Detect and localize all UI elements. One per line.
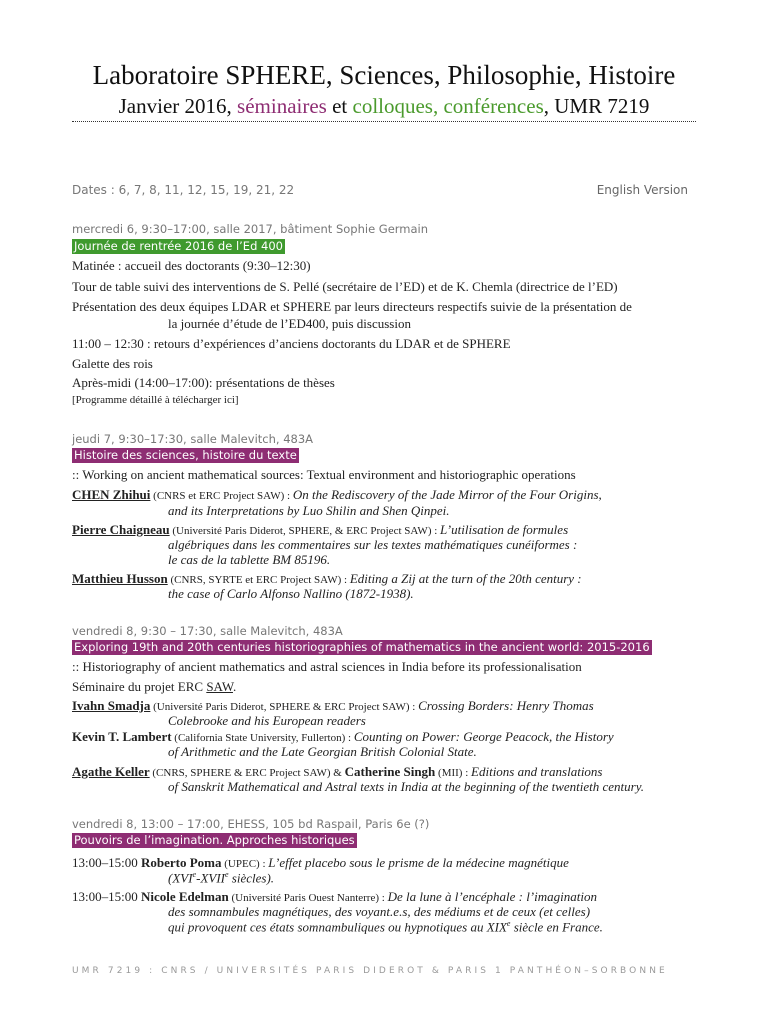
seminar-text: Séminaire du projet ERC — [72, 679, 207, 694]
talk-title: Crossing Borders: Henry Thomas — [418, 698, 594, 713]
title-sup: e — [224, 870, 229, 879]
talk-title: Editions and translations — [471, 764, 603, 779]
event-line: Galette des rois — [72, 356, 153, 371]
event-line: 11:00 – 12:30 : retours d’expériences d’anciens doctorants du LDAR et de SPHERE — [72, 336, 511, 351]
title-part: siècle en France. — [510, 919, 603, 935]
talk-title-cont — [168, 870, 274, 886]
event-intro: :: Historiography of ancient mathematics and astral sciences in India before its professionalisation — [72, 659, 582, 674]
talk-title: Editing a Zij at the turn of the 20th century : — [349, 571, 582, 586]
speaker-affiliation: (MII) : — [435, 767, 472, 779]
event-line: Après-midi (14:00–17:00): présentations de thèses — [72, 375, 335, 390]
talk-title-cont: algébriques dans les commentaires sur les textes mathématiques cunéiformes : — [168, 537, 578, 552]
title-sup: e — [506, 919, 511, 928]
saw-link[interactable]: SAW — [206, 679, 233, 694]
speaker-link[interactable]: CHEN Zhihui — [72, 487, 151, 502]
title-part: -XVII — [196, 870, 225, 886]
seminar-period: . — [232, 679, 237, 694]
talk-title-cont: des somnambules magnétiques, des voyant.e.s, des médiums et de ceux (et celles) — [168, 904, 591, 919]
page-subtitle — [0, 94, 768, 119]
event-line: Présentation des deux équipes LDAR et SPHERE par leurs directeurs respectifs suivie de la présentation de — [72, 299, 632, 314]
title-part: qui provoquent ces états somnambuliques ou hypnotiques au XIX — [168, 919, 507, 935]
speaker-affiliation: (Université Paris Diderot, SPHERE, & ERC Project SAW) : — [169, 525, 441, 537]
event-intro: :: Working on ancient mathematical sources: Textual environment and historiographic operations — [72, 467, 576, 482]
speaker-affiliation: (Université Paris Diderot, SPHERE & ERC Project SAW) : — [150, 701, 419, 713]
event-line: Tour de table suivi des interventions de S. Pellé (secrétaire de l’ED) et de K. Chemla (directrice de l’ED) — [72, 279, 618, 294]
event-meta: vendredi 8, 9:30 – 17:30, salle Malevitch, 483A — [72, 624, 343, 638]
speaker-affiliation: (Université Paris Ouest Nanterre) : — [228, 892, 388, 904]
speaker-name: Kevin T. Lambert — [72, 729, 172, 744]
speaker-name: Roberto Poma — [140, 855, 222, 870]
event-banner[interactable]: Pouvoirs de l’imagination. Approches historiques — [74, 833, 355, 847]
speaker-affiliation: (CNRS, SPHERE & ERC Project SAW) & — [149, 767, 345, 779]
title-sup: e — [192, 870, 197, 879]
dates-line: Dates : 6, 7, 8, 11, 12, 15, 19, 21, 22 — [72, 183, 295, 197]
talk-title: Counting on Power: George Peacock, the History — [353, 729, 614, 744]
talk-entry — [72, 698, 594, 714]
event-line: Matinée : accueil des doctorants (9:30–12:30) — [72, 258, 311, 273]
subtitle-date: Janvier 2016, — [118, 94, 238, 118]
talk-title-cont: and its Interpretations by Luo Shilin and Shen Qinpei. — [168, 503, 450, 518]
talk-title: L’utilisation de formules — [440, 522, 569, 537]
event-line: la journée d’étude de l’ED400, puis discussion — [168, 316, 411, 331]
talk-entry — [72, 729, 614, 745]
dotted-divider — [72, 121, 696, 122]
talk-entry — [72, 889, 597, 905]
programme-download-link[interactable]: [Programme détaillé à télécharger ici] — [72, 394, 239, 406]
title-part: siècles). — [228, 870, 275, 886]
talk-entry — [72, 522, 568, 538]
talk-entry — [72, 764, 603, 780]
event-banner[interactable]: Histoire des sciences, histoire du texte — [74, 448, 297, 462]
page-title: Laboratoire SPHERE, Sciences, Philosophie, Histoire — [92, 60, 676, 90]
talk-time: 13:00–15:00 — [72, 855, 141, 870]
talk-title-cont: le cas de la tablette BM 85196. — [168, 552, 331, 567]
subtitle-seminaires-link[interactable]: séminaires — [237, 94, 327, 118]
event-banner[interactable]: Journée de rentrée 2016 de l’Ed 400 — [74, 239, 283, 253]
event-banner[interactable]: Exploring 19th and 20th centuries historiographies of mathematics in the ancient world: 2015-2016 — [74, 640, 650, 654]
speaker-affiliation: (California State University, Fullerton) : — [171, 732, 354, 744]
seminar-line — [72, 679, 236, 695]
page-footer: UMR 7219 : CNRS / UNIVERSITÉS PARIS DIDEROT & PARIS 1 PANTHÉON–SORBONNE — [72, 966, 668, 976]
subtitle-colloques-link[interactable]: colloques, conférences — [352, 94, 544, 118]
talk-title-cont: the case of Carlo Alfonso Nallino (1872-1938). — [168, 586, 414, 601]
speaker-affiliation: (CNRS et ERC Project SAW) : — [150, 490, 293, 502]
talk-title-cont: Colebrooke and his European readers — [168, 713, 366, 728]
subtitle-umr: , UMR 7219 — [543, 94, 650, 118]
english-version-link[interactable]: English Version — [596, 183, 688, 197]
speaker-link[interactable]: Ivahn Smadja — [72, 698, 151, 713]
title-part: (XVI — [168, 870, 193, 886]
talk-entry — [72, 487, 602, 503]
speaker-affiliation: (UPEC) : — [221, 858, 269, 870]
event-meta: mercredi 6, 9:30–17:00, salle 2017, bâtiment Sophie Germain — [72, 222, 429, 236]
event-meta: jeudi 7, 9:30–17:30, salle Malevitch, 483A — [72, 432, 314, 446]
talk-title: On the Rediscovery of the Jade Mirror of the Four Origins, — [292, 487, 602, 502]
talk-title-cont: of Sanskrit Mathematical and Astral texts in India at the beginning of the twentieth century. — [168, 779, 645, 794]
talk-title: L’effet placebo sous le prisme de la médecine magnétique — [268, 855, 569, 870]
talk-time: 13:00–15:00 — [72, 889, 141, 904]
talk-title: De la lune à l’encéphale : l’imagination — [387, 889, 597, 904]
talk-title-cont: of Arithmetic and the Late Georgian British Colonial State. — [168, 744, 477, 759]
event-meta: vendredi 8, 13:00 – 17:00, EHESS, 105 bd Raspail, Paris 6e (?) — [72, 817, 430, 831]
talk-entry — [72, 571, 582, 587]
speaker-name: Catherine Singh — [344, 764, 436, 779]
speaker-name: Nicole Edelman — [140, 889, 229, 904]
talk-title-cont — [168, 919, 603, 935]
speaker-link[interactable]: Matthieu Husson — [72, 571, 168, 586]
speaker-link[interactable]: Agathe Keller — [72, 764, 150, 779]
speaker-affiliation: (CNRS, SYRTE et ERC Project SAW) : — [167, 574, 350, 586]
talk-entry — [72, 855, 569, 871]
speaker-link[interactable]: Pierre Chaigneau — [72, 522, 170, 537]
subtitle-et: et — [326, 94, 353, 118]
